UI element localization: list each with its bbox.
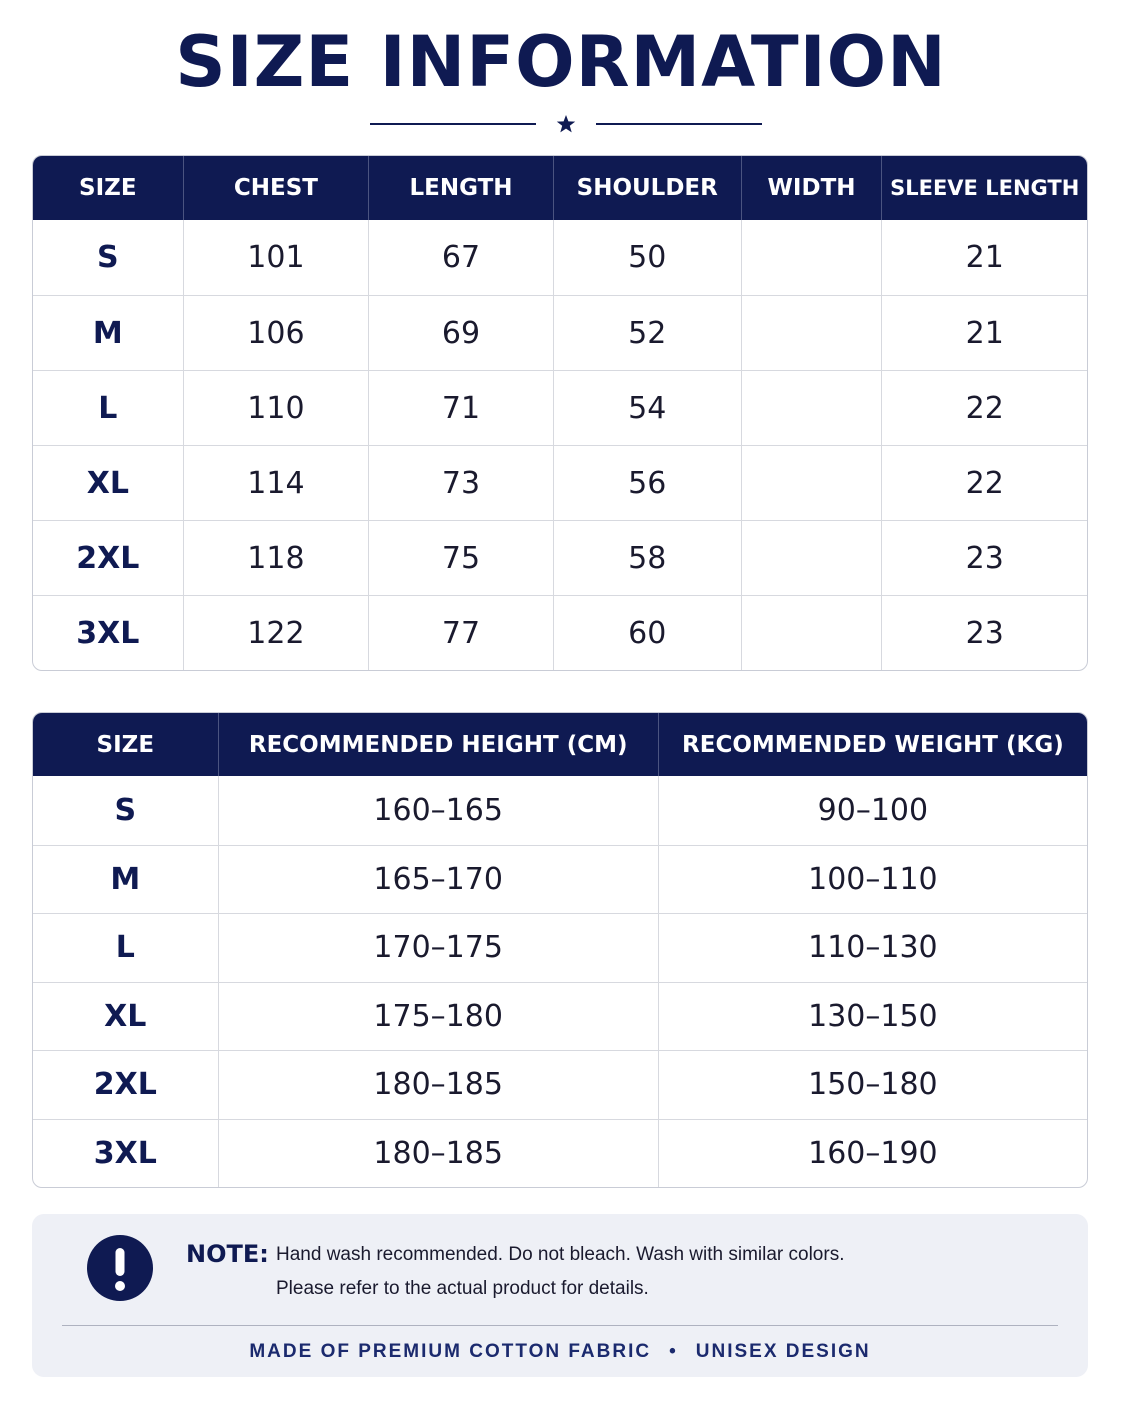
shoulder-cell: 56 <box>554 445 742 520</box>
recommendation-table <box>32 712 1088 1188</box>
weight-cell: 160–190 <box>659 1119 1087 1188</box>
size-cell: M <box>33 845 219 914</box>
sleeve-length-cell: 21 <box>882 295 1087 370</box>
page-title: SIZE INFORMATION <box>175 21 947 103</box>
length-cell: 67 <box>369 220 554 295</box>
star-icon <box>556 114 576 134</box>
table-row <box>33 595 1087 670</box>
header-recommended-weight: RECOMMENDED WEIGHT (KG) <box>659 713 1087 776</box>
measurements-table <box>32 155 1088 671</box>
table-row <box>33 370 1087 445</box>
width-cell <box>742 520 883 595</box>
table-row <box>33 1119 1087 1188</box>
size-cell: XL <box>33 982 219 1051</box>
table-row <box>33 220 1087 295</box>
size-cell: 3XL <box>33 1119 219 1188</box>
note-divider <box>62 1325 1058 1326</box>
footer-fabric-text: MADE OF PREMIUM COTTON FABRIC <box>249 1341 652 1362</box>
shoulder-cell: 58 <box>554 520 742 595</box>
size-cell: 2XL <box>33 520 184 595</box>
note-text-line-1: Hand wash recommended. Do not bleach. Wash with similar colors. <box>276 1244 845 1265</box>
divider-line-right <box>596 123 762 125</box>
header-width: WIDTH <box>742 156 883 220</box>
table-row <box>33 845 1087 914</box>
table-header-row <box>33 713 1087 776</box>
table-row <box>33 295 1087 370</box>
size-cell: L <box>33 370 184 445</box>
header-chest: CHEST <box>184 156 370 220</box>
table-row <box>33 913 1087 982</box>
header-recommended-height: RECOMMENDED HEIGHT (CM) <box>219 713 659 776</box>
exclamation-icon <box>86 1234 154 1302</box>
footer-unisex-text: UNISEX DESIGN <box>695 1341 871 1362</box>
height-cell: 165–170 <box>219 845 659 914</box>
sleeve-length-cell: 22 <box>882 445 1087 520</box>
table-row <box>33 982 1087 1051</box>
sleeve-length-cell: 23 <box>882 595 1087 670</box>
shoulder-cell: 60 <box>554 595 742 670</box>
header-sleeve-length: SLEEVE LENGTH <box>882 156 1087 220</box>
size-cell: 3XL <box>33 595 184 670</box>
chest-cell: 101 <box>184 220 370 295</box>
size-cell: L <box>33 913 219 982</box>
chest-cell: 122 <box>184 595 370 670</box>
size-cell: S <box>33 220 184 295</box>
width-cell <box>742 220 883 295</box>
chest-cell: 106 <box>184 295 370 370</box>
weight-cell: 100–110 <box>659 845 1087 914</box>
note-panel <box>32 1214 1088 1377</box>
table-row <box>33 520 1087 595</box>
width-cell <box>742 595 883 670</box>
height-cell: 170–175 <box>219 913 659 982</box>
divider-line-left <box>370 123 536 125</box>
size-cell: XL <box>33 445 184 520</box>
shoulder-cell: 52 <box>554 295 742 370</box>
sleeve-length-cell: 23 <box>882 520 1087 595</box>
width-cell <box>742 295 883 370</box>
size-cell: 2XL <box>33 1050 219 1119</box>
chest-cell: 110 <box>184 370 370 445</box>
length-cell: 75 <box>369 520 554 595</box>
footer-tagline <box>32 1341 1088 1363</box>
table-header-row <box>33 156 1087 220</box>
height-cell: 175–180 <box>219 982 659 1051</box>
note-text-line-2: Please refer to the actual product for details. <box>276 1278 649 1299</box>
length-cell: 77 <box>369 595 554 670</box>
weight-cell: 110–130 <box>659 913 1087 982</box>
size-cell: M <box>33 295 184 370</box>
shoulder-cell: 54 <box>554 370 742 445</box>
width-cell <box>742 370 883 445</box>
chest-cell: 118 <box>184 520 370 595</box>
length-cell: 71 <box>369 370 554 445</box>
sleeve-length-cell: 21 <box>965 240 1004 275</box>
weight-cell: 130–150 <box>659 982 1087 1051</box>
table-row <box>33 445 1087 520</box>
length-cell: 73 <box>369 445 554 520</box>
sleeve-length-cell: 22 <box>882 370 1087 445</box>
height-cell: 180–185 <box>219 1119 659 1188</box>
height-cell: 180–185 <box>219 1050 659 1119</box>
header-length: LENGTH <box>369 156 554 220</box>
size-cell: S <box>33 776 219 845</box>
note-label: NOTE: <box>186 1240 269 1268</box>
table-row <box>33 1050 1087 1119</box>
chest-cell: 114 <box>184 445 370 520</box>
weight-cell: 90–100 <box>817 792 929 828</box>
shoulder-cell: 50 <box>554 220 742 295</box>
length-cell: 69 <box>369 295 554 370</box>
header-size: SIZE <box>33 713 219 776</box>
height-cell: 160–165 <box>219 776 659 845</box>
weight-cell: 150–180 <box>659 1050 1087 1119</box>
header-shoulder: SHOULDER <box>554 156 742 220</box>
footer-separator: • <box>669 1341 678 1362</box>
header-size: SIZE <box>33 156 184 220</box>
table-row <box>33 776 1087 845</box>
title-divider <box>370 114 762 134</box>
width-cell <box>742 445 883 520</box>
